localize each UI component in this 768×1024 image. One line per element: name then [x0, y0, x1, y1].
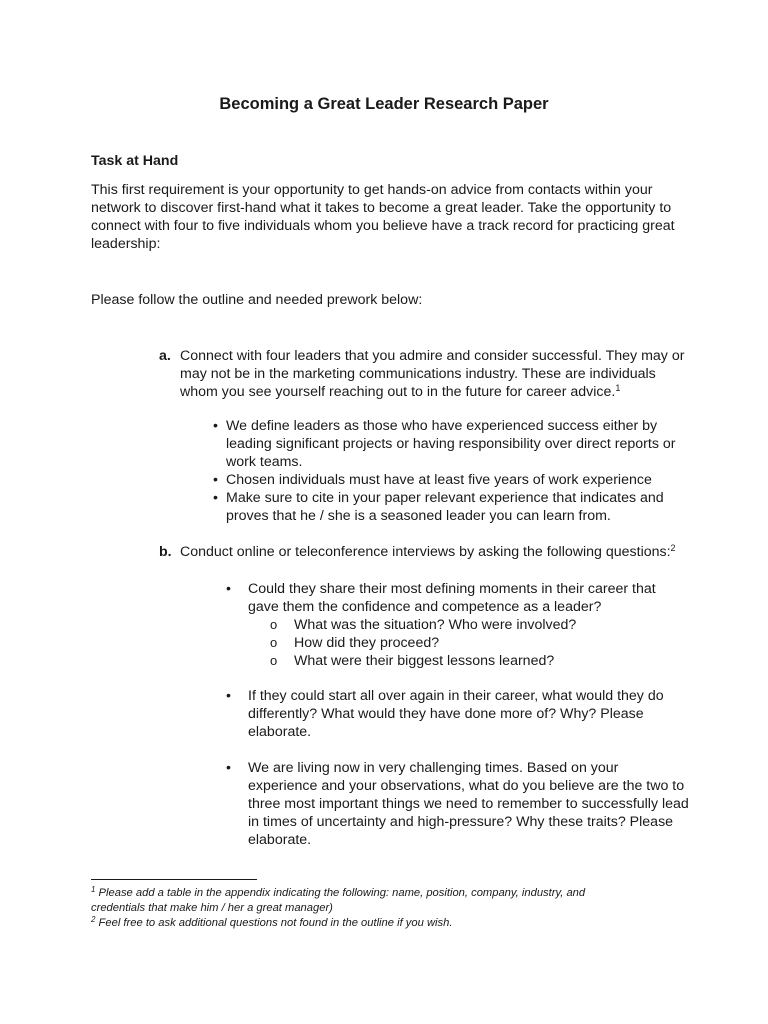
- sub-question-text: How did they proceed?: [294, 635, 440, 651]
- footnote-text: Feel free to ask additional questions not found in the outline if you wish.: [95, 917, 453, 929]
- item-text: [180, 347, 684, 401]
- circle-bullet-icon: o: [270, 635, 278, 650]
- item-a-bullet-list: [213, 417, 676, 525]
- item-line: [180, 383, 684, 401]
- sub-question-text: What were their biggest lessons learned?: [294, 653, 555, 669]
- bullet-icon: •: [213, 472, 218, 488]
- footnote-ref: 1: [615, 383, 621, 393]
- item-line-text: whom you see yourself reaching out to in the future for career advice.: [180, 384, 616, 400]
- question-text: [248, 759, 689, 849]
- bullet-item: [213, 417, 676, 471]
- question-text: [248, 687, 664, 741]
- bullet-icon: •: [226, 760, 231, 776]
- bullet-line: Chosen individuals must have at least five years of work experience: [226, 472, 652, 488]
- question-line: three most important things we need to remember to successfully lead: [248, 796, 689, 812]
- question-line: elaborate.: [248, 832, 312, 848]
- footnote-mark: 1: [91, 885, 96, 894]
- intro-line: leadership:: [91, 236, 161, 252]
- question-line: experience and your observations, what do you believe are the two to: [248, 778, 685, 794]
- bullet-item: [213, 471, 676, 489]
- bullet-item: [213, 489, 676, 525]
- intro-paragraph: [91, 181, 691, 253]
- question-line: Could they share their most defining moments in their career that: [248, 581, 656, 597]
- footnote-text: Please add a table in the appendix indicating the following: name, position, company, industry, and: [95, 887, 586, 899]
- footnote-line: [91, 886, 691, 901]
- bullet-line: leading significant projects or having responsibility over direct reports or: [226, 436, 676, 452]
- item-line: [180, 543, 676, 561]
- question-line: We are living now in very challenging times. Based on your: [248, 760, 619, 776]
- footnotes: [91, 886, 691, 931]
- intro-line: This first requirement is your opportunity to get hands-on advice from contacts within your: [91, 182, 653, 198]
- item-line: Connect with four leaders that you admire and consider successful. They may or: [180, 348, 685, 364]
- question-line: in times of uncertainty and high-pressure? Why these traits? Please: [248, 814, 674, 830]
- circle-bullet-icon: o: [270, 617, 278, 632]
- bullet-icon: •: [213, 418, 218, 434]
- section-heading: Task at Hand: [91, 153, 179, 169]
- sub-question-text: What was the situation? Who were involved?: [294, 617, 577, 633]
- question-line: elaborate.: [248, 724, 312, 740]
- item-line: may not be in the marketing communications industry. These are individuals: [180, 366, 656, 382]
- outline-lead-text: Please follow the outline and needed prework below:: [91, 292, 423, 308]
- item-letter: b.: [159, 544, 172, 560]
- bullet-line: Make sure to cite in your paper relevant experience that indicates and: [226, 490, 664, 506]
- footnote-mark: 2: [91, 915, 96, 924]
- footnote-ref: 2: [670, 543, 676, 553]
- footnote-line: credentials that make him / her a great manager): [91, 902, 333, 914]
- intro-line: connect with four to five individuals whom you believe have a track record for practicing great: [91, 218, 675, 234]
- circle-bullet-icon: o: [270, 653, 278, 668]
- bullet-icon: •: [226, 688, 231, 704]
- item-line-text: Conduct online or teleconference interviews by asking the following questions:: [180, 544, 671, 560]
- question-text: [248, 580, 656, 616]
- question-line: If they could start all over again in their career, what would they do: [248, 688, 664, 704]
- question-line: gave them the confidence and competence as a leader?: [248, 599, 602, 615]
- footnote-separator: [91, 879, 257, 880]
- footnote-line: [91, 916, 691, 931]
- bullet-line: work teams.: [226, 454, 303, 470]
- question-line: differently? What would they have done more of? Why? Please: [248, 706, 644, 722]
- document-title: Becoming a Great Leader Research Paper: [219, 95, 549, 113]
- bullet-icon: •: [213, 490, 218, 506]
- item-letter: a.: [159, 348, 171, 364]
- bullet-icon: •: [226, 581, 231, 597]
- item-text: [180, 543, 676, 561]
- bullet-line: proves that he / she is a seasoned leader you can learn from.: [226, 508, 611, 524]
- intro-line: network to discover first-hand what it takes to become a great leader. Take the opportunity to: [91, 200, 672, 216]
- bullet-line: We define leaders as those who have experienced success either by: [226, 418, 658, 434]
